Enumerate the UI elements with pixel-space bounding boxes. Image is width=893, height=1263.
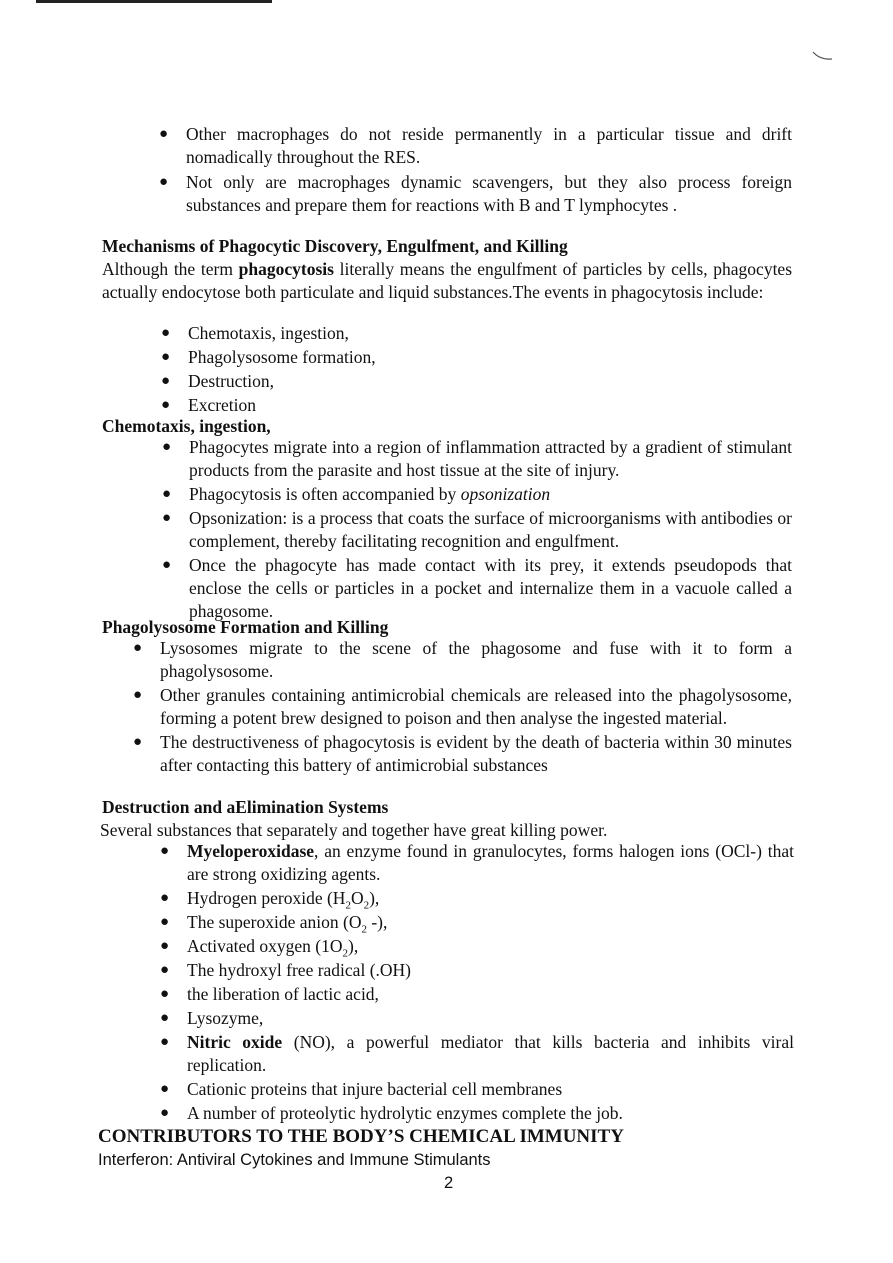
bullet-icon: ● xyxy=(159,126,169,142)
list-item: ● Once the phagocyte has made contact with its prey, it extends pseudopods that enclose the cells or particles in a pocket and internalize them in a vacuole called a phagosome. xyxy=(162,555,792,621)
destruction-section xyxy=(102,796,792,842)
list-item: ● Myeloperoxidase, an enzyme found in granulocytes, forms halogen ions (OCl-) that are strong oxidizing agents. xyxy=(160,841,794,884)
list-item: ● Hydrogen peroxide $(H_2O_2)$, xyxy=(160,888,380,912)
section-heading: Chemotaxis, ingestion, xyxy=(102,416,271,436)
mechanisms-paragraph: Although the term phagocytosis literally means the engulfment of particles by cells, phagocytes actually endocytose both particulate and liquid substances.The events in phagocytosis include: xyxy=(102,259,793,302)
list-item: ● Activated oxygen $(1O_2)$, xyxy=(160,936,359,960)
intro-bullet-list xyxy=(159,123,792,218)
list-item: ● the liberation of lactic acid, xyxy=(160,984,379,1004)
destruction-list xyxy=(160,840,794,1126)
bullet-icon: ● xyxy=(160,1105,170,1121)
bullet-icon: ● xyxy=(133,734,143,750)
list-item: ● Excretion xyxy=(161,395,257,415)
page-number: 2 xyxy=(444,1174,454,1192)
list-item: ● Lysosomes migrate to the scene of the phagosome and fuse with it to form a phagolysosome. xyxy=(133,638,792,681)
bullet-icon: ● xyxy=(161,373,171,389)
bullet-icon: ● xyxy=(162,557,172,573)
section-heading: Phagolysosome Formation and Killing xyxy=(102,617,389,637)
list-item: ● Cationic proteins that injure bacterial cell membranes xyxy=(160,1079,563,1099)
bullet-icon: ● xyxy=(160,914,170,930)
bullet-icon: ● xyxy=(161,349,171,365)
list-item: ● Destruction, xyxy=(161,371,275,391)
phagolysosome-list xyxy=(133,637,792,778)
list-item: ● The superoxide anion ($O_2$ -), xyxy=(160,912,388,936)
events-list xyxy=(161,322,588,418)
list-item: ● A number of proteolytic hydrolytic enzymes complete the job. xyxy=(160,1103,623,1123)
contributors-subline: Interferon: Antiviral Cytokines and Immune Stimulants xyxy=(98,1151,491,1169)
bullet-icon: ● xyxy=(133,640,143,656)
bullet-icon: ● xyxy=(160,843,170,859)
list-item: ● Nitric oxide (NO), a powerful mediator that kills bacteria and inhibits viral replication. xyxy=(160,1032,794,1075)
list-item: ● Lysozyme, xyxy=(160,1008,264,1028)
list-item: ● Phagolysosome formation, xyxy=(161,347,376,367)
destruction-intro: Several substances that separately and together have great killing power. xyxy=(100,820,608,840)
contributors-heading: CONTRIBUTORS TO THE BODY’S CHEMICAL IMMUNITY xyxy=(98,1126,624,1147)
bullet-icon: ● xyxy=(160,1034,170,1050)
list-item: ● Phagocytosis is often accompanied by opsonization xyxy=(162,484,551,504)
bullet-icon: ● xyxy=(161,325,171,341)
chemotaxis-list xyxy=(162,436,792,624)
bullet-icon: ● xyxy=(160,938,170,954)
list-item: ● Opsonization: is a process that coats the surface of microorganisms with antibodies or complement, thereby facilitating recognition and engulfment. xyxy=(162,508,792,551)
list-item: ● Other macrophages do not reside permanently in a particular tissue and drift nomadically throughout the RES. xyxy=(159,124,792,167)
bullet-icon: ● xyxy=(159,174,169,190)
bullet-icon: ● xyxy=(161,397,171,413)
list-item: ● Not only are macrophages dynamic scavengers, but they also process foreign substances and prepare them for reactions with B and T lymphocytes . xyxy=(159,172,792,215)
bullet-icon: ● xyxy=(162,486,172,502)
mechanisms-section xyxy=(102,235,792,304)
bullet-icon: ● xyxy=(162,439,172,455)
bullet-icon: ● xyxy=(133,687,143,703)
bullet-icon: ● xyxy=(160,986,170,1002)
list-item: ● The hydroxyl free radical (.OH) xyxy=(160,960,411,980)
list-item: ● Phagocytes migrate into a region of inflammation attracted by a gradient of stimulant products from the parasite and host tissue at the site of injury. xyxy=(162,437,792,480)
list-item: ● The destructiveness of phagocytosis is evident by the death of bacteria within 30 minutes after contacting this battery of antimicrobial substances xyxy=(133,732,792,775)
bullet-icon: ● xyxy=(160,1081,170,1097)
bullet-icon: ● xyxy=(160,890,170,906)
list-item: ● Other granules containing antimicrobial chemicals are released into the phagolysosome, forming a potent brew designed to poison and then analyse the ingested material. xyxy=(133,685,792,728)
bullet-icon: ● xyxy=(160,962,170,978)
section-heading: Destruction and aElimination Systems xyxy=(102,797,389,817)
section-heading: Mechanisms of Phagocytic Discovery, Engulfment, and Killing xyxy=(102,236,568,256)
list-item: ● Chemotaxis, ingestion, xyxy=(161,323,349,343)
bullet-icon: ● xyxy=(160,1010,170,1026)
bullet-icon: ● xyxy=(162,510,172,526)
